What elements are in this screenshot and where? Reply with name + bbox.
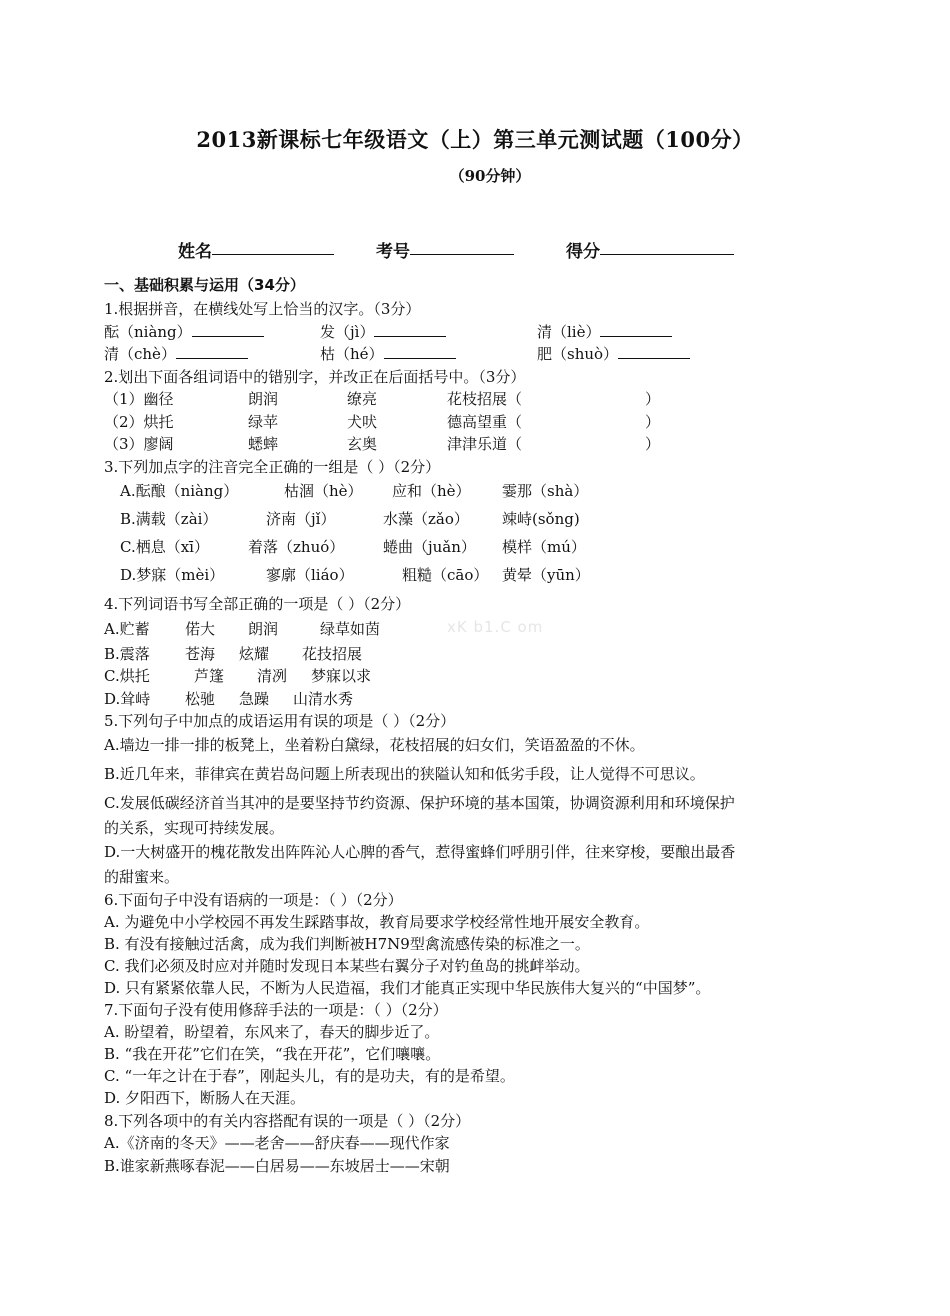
q5-option-d: D.一大树盛开的槐花散发出阵阵沁人心脾的香气，惹得蜜蜂们呼朋引伴，往来穿梭，要酿出最香 [104,843,736,861]
q8-option-a: A.《济南的冬天》——老舍——舒庆春——现代作家 [104,1134,450,1152]
q3-option: 应和（hè） [392,482,471,500]
q2-bracket: ） [645,390,661,408]
q6-option-a: A. 为避免中小学校园不再发生踩踏事故，教育局要求学校经常性地开展安全教育。 [104,913,650,931]
q2-word: （2）烘托 [104,413,174,431]
q4-word: 绿草如茵 [320,620,381,638]
score-blank[interactable] [600,237,734,255]
q2-word: 朗润 [248,390,279,408]
q2-word: 花枝招展（ [447,390,523,408]
q4-word: D.耸峙 [104,690,151,708]
q3-option: B.满载（zài） [120,510,218,528]
score-label: 得分 [566,242,600,262]
question-2-stem: 2.划出下面各组词语中的错别字，并改正在后面括号中。（3分） [104,368,526,386]
q2-word: 津津乐道（ [447,435,523,453]
q5-option-c: C.发展低碳经济首当其冲的是要坚持节约资源、保护环境的基本国策，协调资源利用和环境保护 [104,794,735,812]
q4-word: C.烘托 [104,667,150,685]
answer-blank[interactable] [384,343,456,359]
question-5-stem: 5.下列句子中加点的成语运用有误的项是（ ）（2分） [104,712,456,730]
q2-word: 玄奥 [347,435,378,453]
q3-option: 粗糙（cāo） [402,566,489,584]
q3-option: D.梦寐（mèi） [120,566,225,584]
q3-option: 寥廓（liáo） [266,566,354,584]
q3-option: 枯涸（hè） [284,482,363,500]
q4-word: 急躁 [239,690,270,708]
q1-item: 发（jì） [320,321,446,343]
q8-option-b: B.谁家新燕啄春泥——白居易——东坡居士——宋朝 [104,1157,450,1175]
q4-word: 朗润 [248,620,279,638]
q3-option: 水藻（zǎo） [383,510,469,528]
q4-word: 清冽 [257,667,288,685]
number-label: 考号 [376,242,410,262]
q1-item: 清（liè） [537,321,672,343]
answer-blank[interactable] [192,321,264,337]
q3-option: 着落（zhuó） [248,538,345,556]
q1-item: 肥（shuò） [537,343,690,365]
q4-word: 芦篷 [194,667,225,685]
question-7-stem: 7.下面句子没有使用修辞手法的一项是：（ ）（2分） [104,1001,448,1019]
q3-option: C.栖息（xī） [120,538,209,556]
q2-word: （1）幽径 [104,390,174,408]
q3-option: 济南（jǐ） [266,510,336,528]
q4-word: 梦寐以求 [311,667,372,685]
q3-option: 霎那（shà） [502,482,589,500]
q2-word: 绿苹 [248,413,279,431]
q4-word: 花技招展 [302,645,363,663]
watermark-text: xK b1.C om [447,618,544,636]
time-limit: （90分钟） [449,167,531,185]
q6-option-d: D. 只有紧紧依靠人民，不断为人民造福，我们才能真正实现中华民族伟大复兴的“中国梦”。 [104,979,711,997]
q2-word: 德高望重（ [447,413,523,431]
question-1-stem: 1.根据拼音，在横线处写上恰当的汉字。（3分） [104,300,421,318]
q4-word: 山清水秀 [293,690,354,708]
name-field[interactable] [178,237,212,262]
answer-blank[interactable] [176,343,248,359]
q2-word: 蟋蟀 [248,435,279,453]
q5-option-a: A.墙边一排一排的板凳上，坐着粉白黛绿，花枝招展的妇女们，笑语盈盈的不休。 [104,736,645,754]
q4-word: A.贮蓄 [104,620,150,638]
page-title: 2013新课标七年级语文（上）第三单元测试题（100分） [196,127,754,152]
q2-word: 缭亮 [347,390,378,408]
q2-word: （3）廖阔 [104,435,174,453]
q3-option: 蜷曲（juǎn） [383,538,476,556]
name-label: 姓名 [178,242,212,262]
q2-bracket: ） [645,435,661,453]
q7-option-a: A. 盼望着，盼望着，东风来了，春天的脚步近了。 [104,1023,440,1041]
q7-option-c: C. “一年之计在于春”，刚起头儿，有的是功夫，有的是希望。 [104,1067,515,1085]
q1-item: 枯（hé） [320,343,456,365]
answer-blank[interactable] [374,321,446,337]
q4-word: B.震落 [104,645,150,663]
q4-word: 松驰 [185,690,216,708]
q5-option-c-cont: 的关系，实现可持续发展。 [104,819,285,837]
q7-option-d: D. 夕阳西下，断肠人在天涯。 [104,1089,306,1107]
question-4-stem: 4.下列词语书写全部正确的一项是（ ）（2分） [104,595,411,613]
q5-option-b: B.近几年来，菲律宾在黄岩岛问题上所表现出的狭隘认知和低劣手段，让人觉得不可思议。 [104,765,705,783]
name-blank[interactable] [212,237,334,255]
q1-item: 清（chè） [104,343,248,365]
q4-word: 炫耀 [239,645,270,663]
q4-word: 苍海 [185,645,216,663]
q5-option-d-cont: 的甜蜜来。 [104,868,180,886]
q3-option: 模样（mú） [502,538,586,556]
q6-option-b: B. 有没有接触过活禽，成为我们判断被H7N9型禽流感传染的标准之一。 [104,935,590,953]
q4-word: 偌大 [185,620,216,638]
q2-bracket: ） [645,413,661,431]
question-6-stem: 6.下面句子中没有语病的一项是：（ ）（2分） [104,891,403,909]
q3-option: 竦峙(sǒng) [502,510,580,528]
q2-word: 犬吠 [347,413,378,431]
score-field[interactable] [566,237,600,262]
answer-blank[interactable] [600,321,672,337]
q3-option: 黄晕（yūn） [502,566,590,584]
q7-option-b: B. “我在开花”它们在笑，“我在开花”，它们嚷嚷。 [104,1045,441,1063]
question-3-stem: 3.下列加点字的注音完全正确的一组是（ ）（2分） [104,458,441,476]
number-blank[interactable] [410,237,514,255]
q1-item: 酝（niàng） [104,321,264,343]
question-8-stem: 8.下列各项中的有关内容搭配有误的一项是（ ）（2分） [104,1112,471,1130]
q6-option-c: C. 我们必须及时应对并随时发现日本某些右翼分子对钓鱼岛的挑衅举动。 [104,957,590,975]
section-heading: 一、基础积累与运用（34分） [104,276,305,294]
q3-option: A.酝酿（niàng） [120,482,239,500]
number-field[interactable] [376,237,410,262]
answer-blank[interactable] [618,343,690,359]
